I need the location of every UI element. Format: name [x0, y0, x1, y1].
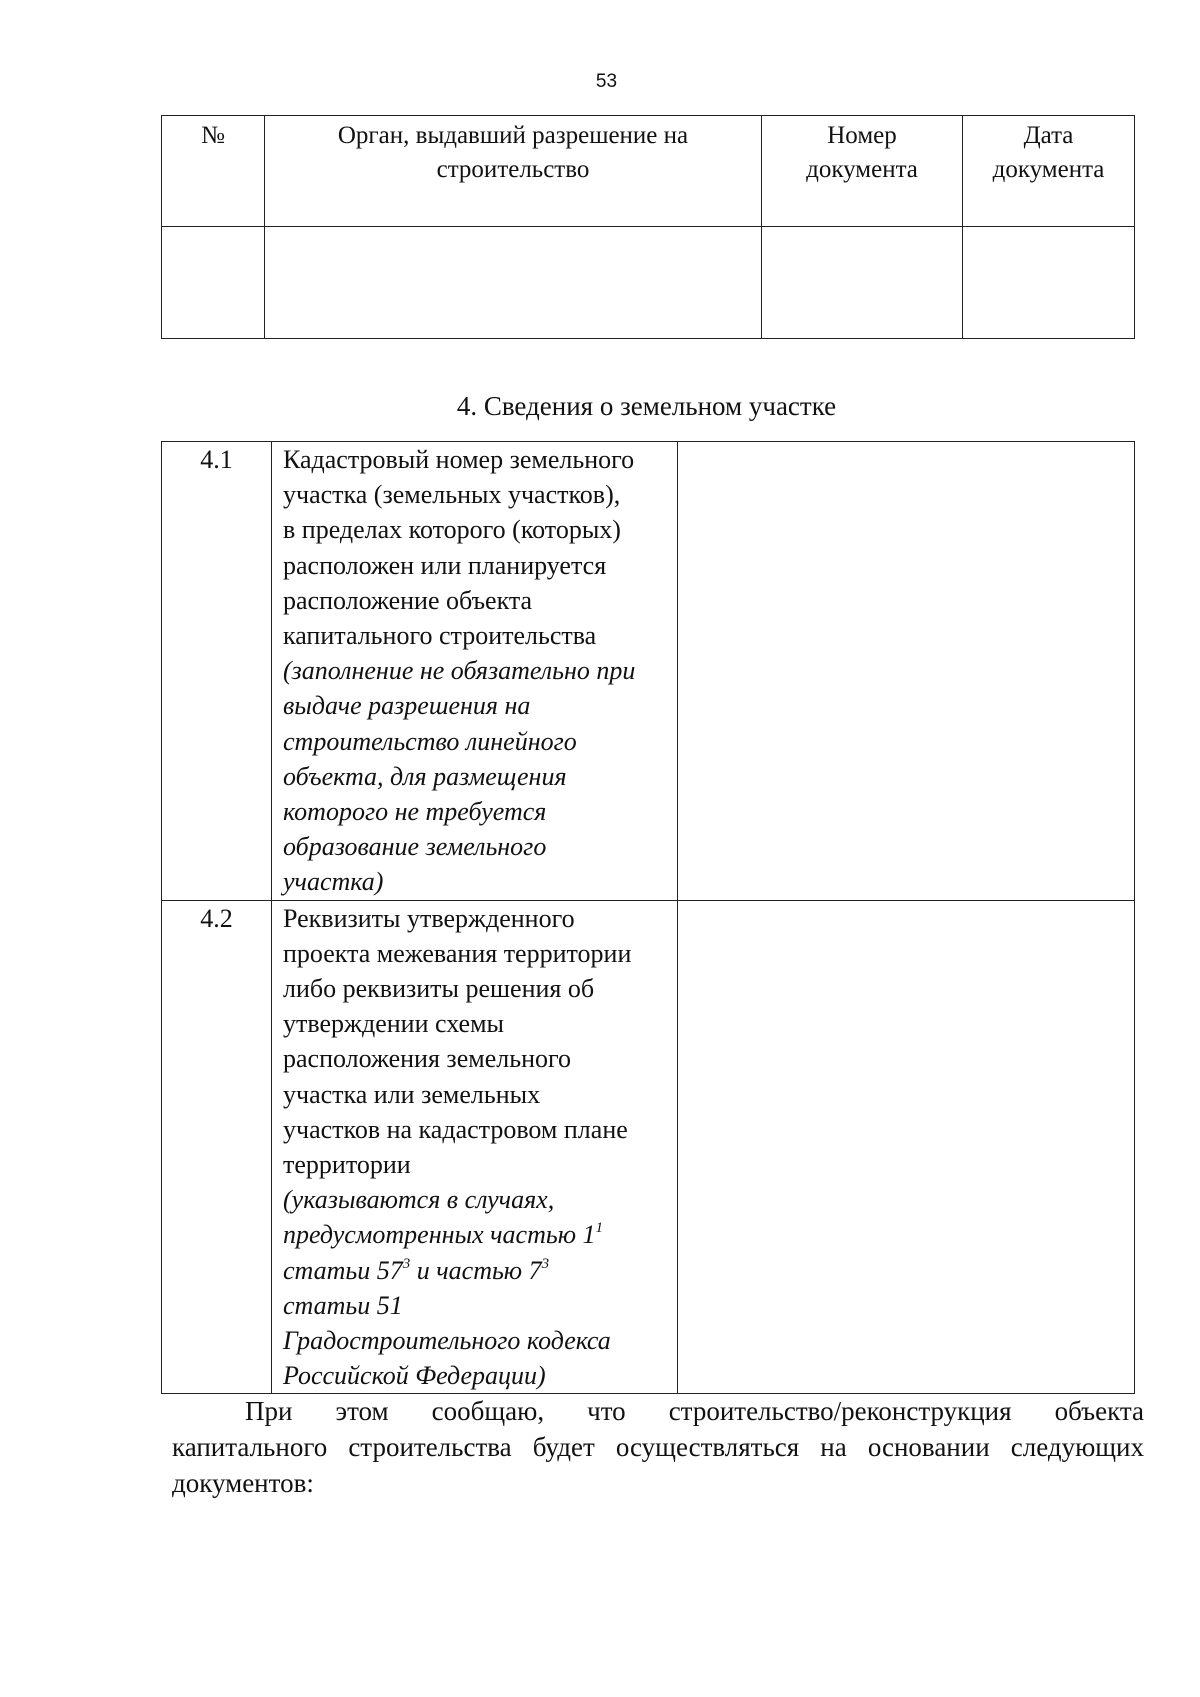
- permit-authority-cell[interactable]: [265, 227, 762, 339]
- description-line: утверждении схемы: [283, 1009, 505, 1039]
- description-line: либо реквизиты решения об: [283, 974, 595, 1004]
- description-line: участка (земельных участков),: [283, 480, 621, 510]
- row-description: [272, 900, 678, 1394]
- body-paragraph: [172, 1393, 1144, 1501]
- description-line: капитального строительства: [283, 621, 597, 651]
- description-note-line: образование земельного: [283, 832, 547, 862]
- header-doc-date-line: Дата: [1023, 122, 1074, 149]
- header-number: [162, 116, 265, 227]
- land-plot-table: [161, 441, 1135, 1394]
- superscript: 1: [595, 1220, 604, 1237]
- description-note-line: которого не требуется: [283, 797, 547, 827]
- description-line: Реквизиты утвержденного: [283, 903, 575, 933]
- permit-doc-number-cell[interactable]: [762, 227, 963, 339]
- description-line: расположение объекта: [283, 585, 533, 615]
- permit-table-header-row: [162, 116, 1135, 227]
- note-text: и частью 7: [410, 1255, 542, 1285]
- permit-table: [161, 115, 1135, 339]
- row-description: [272, 442, 678, 901]
- header-authority: [265, 116, 762, 227]
- description-note-line: (указываются в случаях,: [283, 1185, 555, 1215]
- description-note-line: [283, 1253, 673, 1288]
- header-doc-date: [963, 116, 1135, 227]
- permit-doc-date-cell[interactable]: [963, 227, 1135, 339]
- description-note-line: Российской Федерации): [283, 1361, 546, 1391]
- description-note-line: Градостроительного кодекса: [283, 1326, 611, 1356]
- superscript: 3: [402, 1255, 411, 1272]
- paragraph-line: капитального строительства будет осуществляться на основании следующих: [172, 1432, 1144, 1462]
- row-number: 4.2: [162, 900, 272, 1394]
- description-note-line: выдаче разрешения на: [283, 691, 531, 721]
- note-text: статьи 57: [283, 1255, 403, 1285]
- description-line: участков на кадастровом плане: [283, 1114, 628, 1144]
- description-line: территории: [283, 1150, 411, 1180]
- survey-project-value-cell[interactable]: [678, 900, 1135, 1394]
- description-note-line: строительство линейного: [283, 726, 577, 756]
- description-line: в пределах которого (которых): [283, 515, 621, 545]
- row-number: 4.1: [162, 442, 272, 901]
- header-doc-number: [762, 116, 963, 227]
- header-authority-line: строительство: [436, 156, 590, 183]
- note-text: предусмотренных частью 1: [283, 1220, 596, 1250]
- header-authority-line: Орган, выдавший разрешение на: [337, 122, 689, 149]
- header-doc-date-line: документа: [992, 156, 1105, 183]
- description-line: участка или земельных: [283, 1079, 541, 1109]
- permit-number-cell[interactable]: [162, 227, 265, 339]
- land-table-row: [162, 442, 1135, 901]
- header-doc-number-line: документа: [806, 156, 918, 183]
- cadastral-number-value-cell[interactable]: [678, 442, 1135, 901]
- header-number-label: №: [201, 122, 225, 149]
- page-number: 53: [595, 71, 618, 92]
- superscript: 3: [541, 1255, 550, 1272]
- header-doc-number-line: Номер: [827, 122, 897, 149]
- description-note-line: участка): [283, 867, 384, 897]
- land-table-row: [162, 900, 1135, 1394]
- paragraph-line: документов:: [172, 1468, 314, 1498]
- section-title: 4. Сведения о земельном участке: [456, 391, 837, 421]
- description-line: расположен или планируется: [283, 550, 607, 580]
- description-line: расположения земельного: [283, 1044, 571, 1074]
- description-note-line: статьи 51: [283, 1290, 403, 1320]
- description-note-line: объекта, для размещения: [283, 761, 567, 791]
- description-note-line: [283, 1217, 673, 1252]
- description-note-line: (заполнение не обязательно при: [283, 656, 636, 686]
- description-line: Кадастровый номер земельного: [283, 445, 635, 474]
- permit-table-row: [162, 227, 1135, 339]
- description-line: проекта межевания территории: [283, 938, 632, 968]
- paragraph-line: При этом сообщаю, что строительство/реконструкция объекта: [245, 1396, 1144, 1426]
